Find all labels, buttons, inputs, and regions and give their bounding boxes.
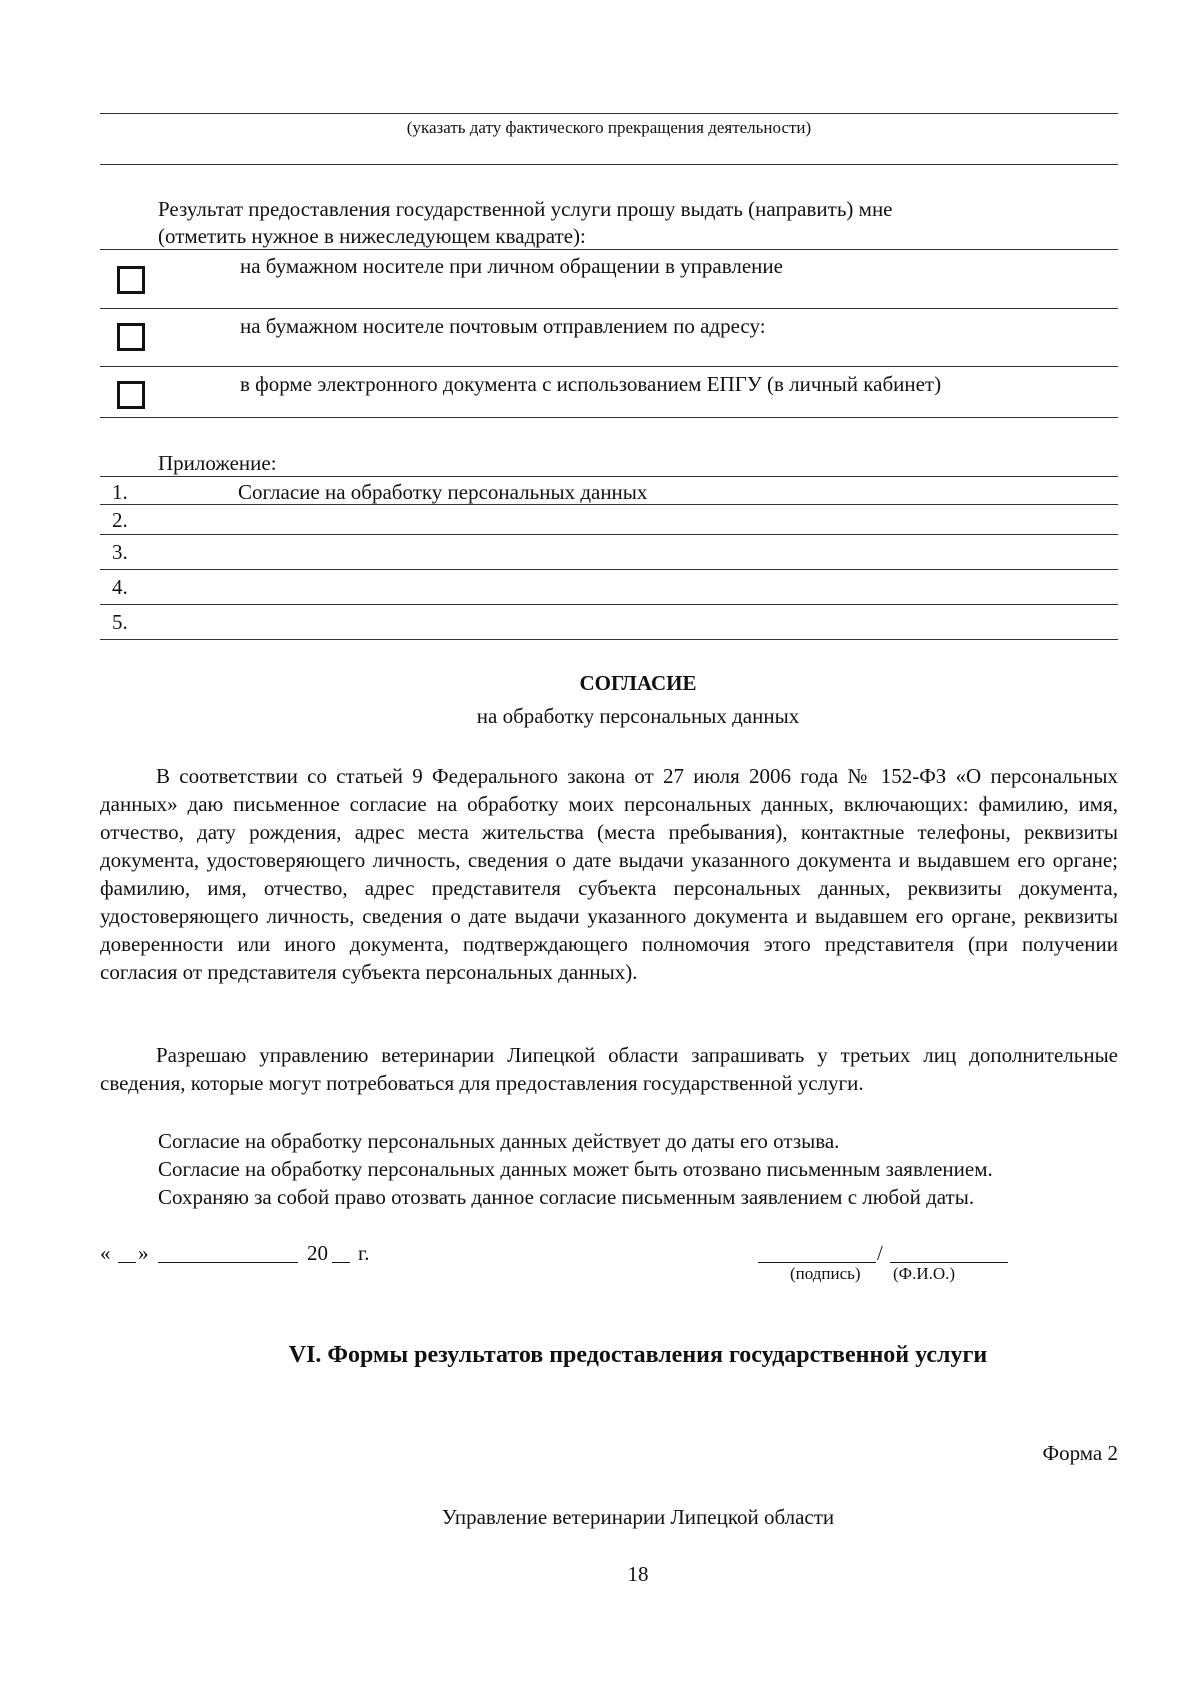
form-label: Форма 2: [1042, 1441, 1118, 1465]
signature-caption: (подпись): [790, 1264, 861, 1283]
attachment-divider: [100, 639, 1118, 640]
signature-blank[interactable]: [758, 1262, 876, 1263]
option-divider: [100, 249, 1118, 250]
date-close-quote: »: [138, 1241, 149, 1265]
result-request-line2: (отметить нужное в нижеследующем квадрате):: [158, 224, 586, 248]
consent-revocation-line: Согласие на обработку персональных данных может быть отозвано письменным заявлением.: [158, 1157, 993, 1181]
authority-name: Управление ветеринарии Липецкой области: [441, 1505, 835, 1529]
attachment-number: 1.: [112, 480, 128, 504]
consent-paragraph-main: В соответствии со статьей 9 Федерального закона от 27 июля 2006 года № 152-ФЗ «О персональных данных» даю письменное согласие на обработку моих персональных данных, включающих: фамилию, имя, отчество, дату рождения, адрес места жительства (места пребывания), контактные телефоны, реквизиты документа, удостоверяющего личность, сведения о дате выдачи указанного документа и выдавшем его органе; фамилию, имя, отчество, адрес представителя субъекта персональных данных, реквизиты документа, удостоверяющего личность, сведения о дате выдачи указанного документа и выдавшем его органе, реквизиты доверенности или иного документа, подтверждающего полномочия этого представителя (при получении согласия от представителя субъекта персональных данных).: [100, 764, 1118, 984]
date-day-blank[interactable]: [118, 1262, 136, 1263]
section-heading: VI. Формы результатов предоставления государственной услуги: [288, 1342, 988, 1368]
attachment-divider: [100, 476, 1118, 477]
signature-slash: /: [877, 1241, 883, 1265]
result-request-line1: Результат предоставления государственной услуги прошу выдать (направить) мне: [158, 197, 893, 221]
fio-caption: (Ф.И.О.): [893, 1264, 956, 1283]
attachment-text: Согласие на обработку персональных данных: [238, 480, 648, 504]
attachment-divider: [100, 534, 1118, 535]
consent-paragraph-third-parties: Разрешаю управлению ветеринарии Липецкой области запрашивать у третьих лиц дополнительные сведения, которые могут потребоваться для предоставления государственной услуги.: [100, 1043, 1118, 1095]
option-epgu-label: в форме электронного документа с использованием ЕПГУ (в личный кабинет): [240, 372, 942, 396]
fio-blank[interactable]: [890, 1262, 1008, 1263]
consent-reserve-right-line: Сохраняю за собой право отозвать данное согласие письменным заявлением с любой даты.: [158, 1185, 975, 1209]
second-fill-line: [100, 164, 1118, 165]
attachment-divider: [100, 604, 1118, 605]
option-checkbox-mail[interactable]: [117, 323, 145, 351]
attachment-divider: [100, 569, 1118, 570]
date-year-prefix: 20: [307, 1241, 328, 1265]
consent-validity-line: Согласие на обработку персональных данных действует до даты его отзыва.: [158, 1129, 840, 1153]
option-divider: [100, 308, 1118, 309]
attachment-divider: [100, 504, 1118, 505]
top-caption: (указать дату фактического прекращения деятельности): [406, 118, 812, 137]
option-mail-label: на бумажном носителе почтовым отправлением по адресу:: [240, 314, 766, 338]
date-month-blank[interactable]: [158, 1262, 298, 1263]
attachment-number: 4.: [112, 575, 128, 599]
option-divider: [100, 366, 1118, 367]
attachments-label: Приложение:: [158, 451, 277, 475]
consent-subtitle: на обработку персональных данных: [476, 704, 800, 728]
top-fill-line: [100, 113, 1118, 114]
date-year-blank[interactable]: [332, 1262, 350, 1263]
option-personal-label: на бумажном носителе при личном обращении в управление: [240, 254, 783, 278]
attachment-number: 3.: [112, 540, 128, 564]
date-open-quote: «: [100, 1241, 111, 1265]
consent-title: СОГЛАСИЕ: [579, 671, 697, 695]
page-number: 18: [627, 1562, 649, 1586]
option-divider: [100, 417, 1118, 418]
option-checkbox-epgu[interactable]: [117, 381, 145, 409]
option-checkbox-personal[interactable]: [117, 266, 145, 294]
attachment-number: 5.: [112, 610, 128, 634]
attachment-number: 2.: [112, 508, 128, 532]
date-year-suffix: г.: [358, 1241, 370, 1265]
